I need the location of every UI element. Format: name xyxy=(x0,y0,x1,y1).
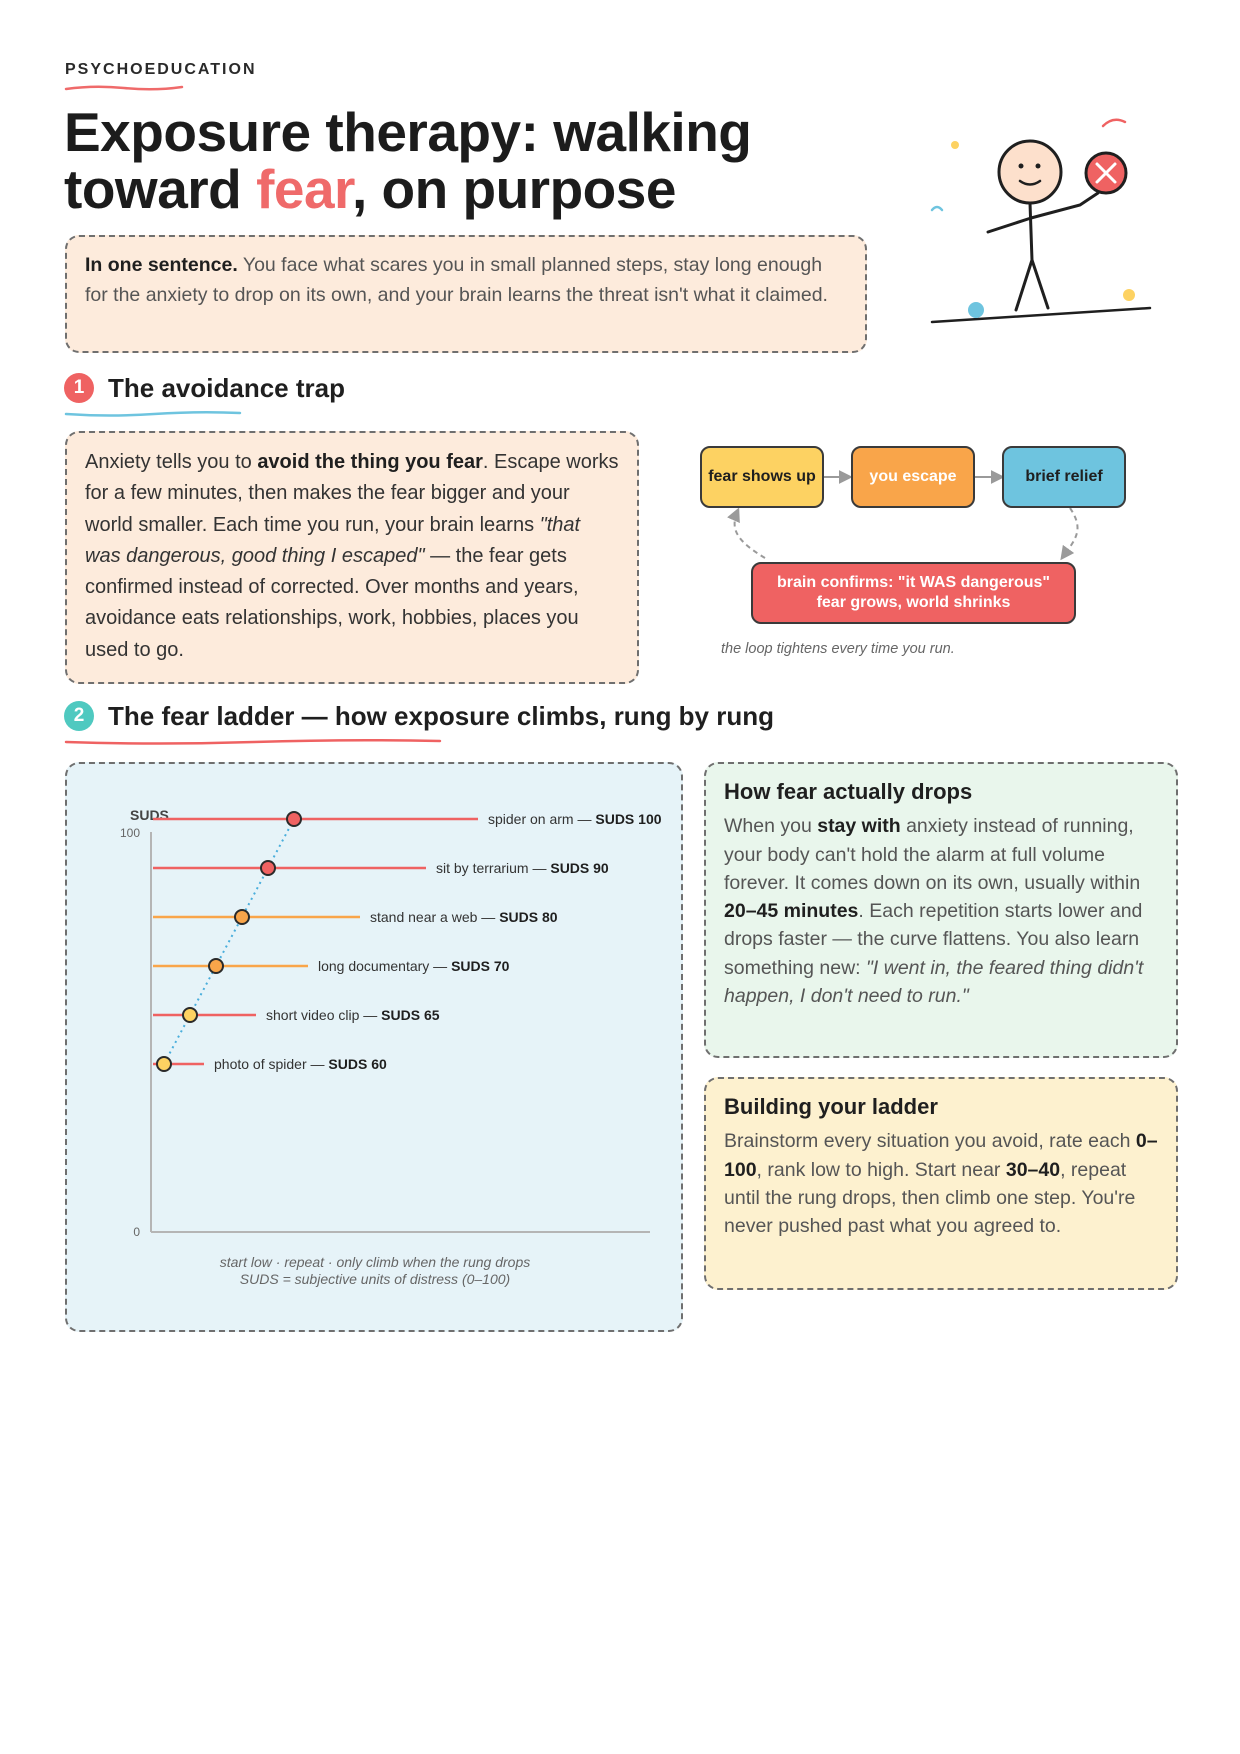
ladder-rung-dot xyxy=(157,1057,171,1071)
section-1-number: 1 xyxy=(64,373,94,403)
ladder-rung-dot xyxy=(261,861,275,875)
fear-drops-box: How fear actually drops When you stay with anxiety instead of running, your body can't hold the alarm at full volume forever. It comes down on its own, usually within 20–45 minutes. Each repetition starts lower and drops faster — the curve flattens. You also learn something new: "I went in, the feared thing didn't happen, I don't need to run." xyxy=(704,762,1178,1058)
ladder-rung-label: spider on arm — SUDS 100 xyxy=(488,811,662,827)
ladder-climb-path xyxy=(164,819,294,1064)
eyebrow-label: PSYCHOEDUCATION xyxy=(65,61,257,78)
title-line-2: toward fear, on purpose xyxy=(64,158,676,220)
loop-node-fear-shows-up: fear shows up xyxy=(700,446,824,508)
ladder-rung-dot xyxy=(183,1008,197,1022)
title-line-1: Exposure therapy: walking xyxy=(64,101,752,163)
building-ladder-box: Building your ladder Brainstorm every situation you avoid, rate each 0–100, rank low to high. Start near 30–40, repeat until the rung drops, then climb one step. You're never pushed past what you agreed to. xyxy=(704,1077,1178,1290)
section-2-underline xyxy=(64,738,444,746)
ladder-rung-label: short video clip — SUDS 65 xyxy=(266,1007,440,1023)
section-2-number: 2 xyxy=(64,701,94,731)
avoid-emphasis: avoid the thing you fear xyxy=(257,451,483,473)
stick-figure-illustration xyxy=(920,110,1160,335)
section-2-title: The fear ladder — how exposure climbs, rung by rung xyxy=(108,701,775,731)
loop-caption: the loop tightens every time you run. xyxy=(721,641,955,657)
fear-drops-title: How fear actually drops xyxy=(724,779,973,804)
ladder-rung-dot xyxy=(235,910,249,924)
learning-quote: "I went in, the feared thing didn't happen, I don't need to run." xyxy=(724,956,1144,1008)
loop-node-brief-relief: brief relief xyxy=(1002,446,1126,508)
y-axis-label: SUDS xyxy=(130,807,169,823)
title-accent: fear xyxy=(256,158,352,220)
escape-quote: "that was dangerous, good thing I escaped" xyxy=(85,513,581,567)
ladder-caption: start low · repeat · only climb when the rung drops SUDS = subjective units of distress (0–100) xyxy=(219,1254,531,1287)
fear-ladder-chart xyxy=(65,762,683,1242)
loop-node-brain-confirms: brain confirms: "it WAS dangerous" fear grows, world shrinks xyxy=(751,562,1076,624)
y-tick-100: 100 xyxy=(119,826,140,840)
section-1-underline xyxy=(64,410,244,418)
ladder-rung-label: long documentary — SUDS 70 xyxy=(318,958,510,974)
intro-summary-box xyxy=(65,235,867,353)
ladder-rung-dot xyxy=(287,812,301,826)
building-ladder-title: Building your ladder xyxy=(724,1094,938,1119)
ladder-rung-label: photo of spider — SUDS 60 xyxy=(214,1056,387,1072)
intro-body: You face what scares you in small planned steps, stay long enough for the anxiety to drop on its own, and your brain learns the threat isn't what it claimed. xyxy=(85,254,828,306)
loop-node-you-escape: you escape xyxy=(851,446,975,508)
y-tick-0: 0 xyxy=(133,1225,140,1239)
section-1-title: The avoidance trap xyxy=(108,373,345,403)
ladder-rung-dot xyxy=(209,959,223,973)
ladder-rung-label: stand near a web — SUDS 80 xyxy=(370,909,558,925)
eyebrow-underline xyxy=(64,84,184,92)
avoidance-trap-box: Anxiety tells you to avoid the thing you fear. Escape works for a few minutes, then makes the fear bigger and your world smaller. Each time you run, your brain learns "that was dangerous, good thing I escaped" — the fear gets confirmed instead of corrected. Over months and years, avoidance eats relationships, work, hobbies, places you used to go. xyxy=(65,431,639,684)
intro-lead: In one sentence. xyxy=(85,254,238,276)
ladder-rung-label: sit by terrarium — SUDS 90 xyxy=(436,860,609,876)
page-title xyxy=(64,101,752,220)
